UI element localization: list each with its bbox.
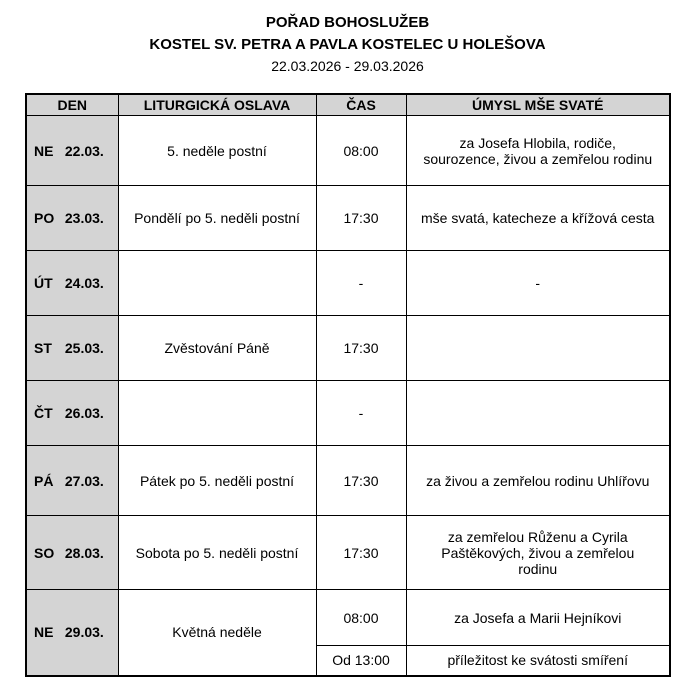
celebration-cell	[118, 381, 316, 446]
celebration-cell: Květná neděle	[118, 590, 316, 676]
column-header-den: DEN	[26, 94, 118, 116]
time-cell: -	[316, 381, 406, 446]
table-header-row	[26, 94, 670, 116]
day-abbrev: SO	[34, 544, 55, 561]
day-abbrev: ÚT	[34, 275, 53, 291]
day-cell	[26, 116, 118, 186]
schedule-table	[25, 93, 671, 677]
date-range: 22.03.2026 - 29.03.2026	[271, 57, 424, 74]
column-header-cas: ČAS	[316, 94, 406, 116]
day-cell	[26, 446, 118, 516]
celebration-cell: Pátek po 5. neděli postní	[118, 446, 316, 516]
day-date: 23.03.	[64, 210, 104, 226]
table-row	[26, 251, 670, 316]
intention-cell: za Josefa a Marii Hejníkovi	[406, 590, 670, 646]
day-cell	[26, 316, 118, 381]
time-cell: 17:30	[316, 516, 406, 590]
intention-cell: příležitost ke svátosti smíření	[406, 646, 670, 676]
day-cell	[26, 186, 118, 251]
day-date: 25.03.	[64, 340, 104, 356]
day-date: 28.03.	[64, 544, 104, 561]
time-cell: Od 13:00	[316, 646, 406, 676]
day-abbrev: NE	[34, 142, 54, 159]
table-row	[26, 116, 670, 186]
intention-cell	[406, 381, 670, 446]
day-cell	[26, 516, 118, 590]
day-cell	[26, 251, 118, 316]
day-abbrev: NE	[34, 624, 54, 641]
intention-cell	[406, 316, 670, 381]
page-title: POŘAD BOHOSLUŽEB	[265, 14, 430, 31]
time-cell: 08:00	[316, 116, 406, 186]
time-cell: 17:30	[316, 316, 406, 381]
day-abbrev: PO	[34, 210, 55, 226]
time-cell: 17:30	[316, 446, 406, 516]
day-date: 27.03.	[64, 472, 104, 489]
intention-cell: za Josefa Hlobila, rodiče, sourozence, živou a zemřelou rodinu	[406, 116, 670, 186]
table-row	[26, 446, 670, 516]
table-row	[26, 316, 670, 381]
celebration-cell: Pondělí po 5. neděli postní	[118, 186, 316, 251]
day-abbrev: ST	[34, 340, 52, 356]
day-date: 22.03.	[64, 142, 104, 159]
celebration-cell: Sobota po 5. neděli postní	[118, 516, 316, 590]
celebration-cell	[118, 251, 316, 316]
table-row	[26, 381, 670, 446]
day-date: 29.03.	[64, 624, 104, 641]
celebration-cell: Zvěstování Páně	[118, 316, 316, 381]
table-row	[26, 186, 670, 251]
intention-cell: za živou a zemřelou rodinu Uhlířovu	[406, 446, 670, 516]
day-cell	[26, 590, 118, 676]
table-row	[26, 590, 670, 646]
intention-cell: za zemřelou Růženu a Cyrila Paštěkových, živou a zemřelou rodinu	[406, 516, 670, 590]
day-abbrev: ČT	[34, 405, 53, 421]
day-abbrev: PÁ	[34, 472, 54, 489]
celebration-cell: 5. neděle postní	[118, 116, 316, 186]
day-cell	[26, 381, 118, 446]
day-date: 26.03.	[64, 405, 104, 421]
intention-cell: -	[406, 251, 670, 316]
column-header-liturgicka-oslava: LITURGICKÁ OSLAVA	[118, 94, 316, 116]
intention-cell: mše svatá, katecheze a křížová cesta	[406, 186, 670, 251]
day-date: 24.03.	[64, 275, 104, 291]
time-cell: 08:00	[316, 590, 406, 646]
table-row	[26, 516, 670, 590]
column-header-umysl: ÚMYSL MŠE SVATÉ	[406, 94, 670, 116]
document-header	[0, 0, 695, 77]
time-cell: 17:30	[316, 186, 406, 251]
time-cell: -	[316, 251, 406, 316]
page-subtitle: KOSTEL SV. PETRA A PAVLA KOSTELEC U HOLEŠOVA	[149, 35, 546, 53]
